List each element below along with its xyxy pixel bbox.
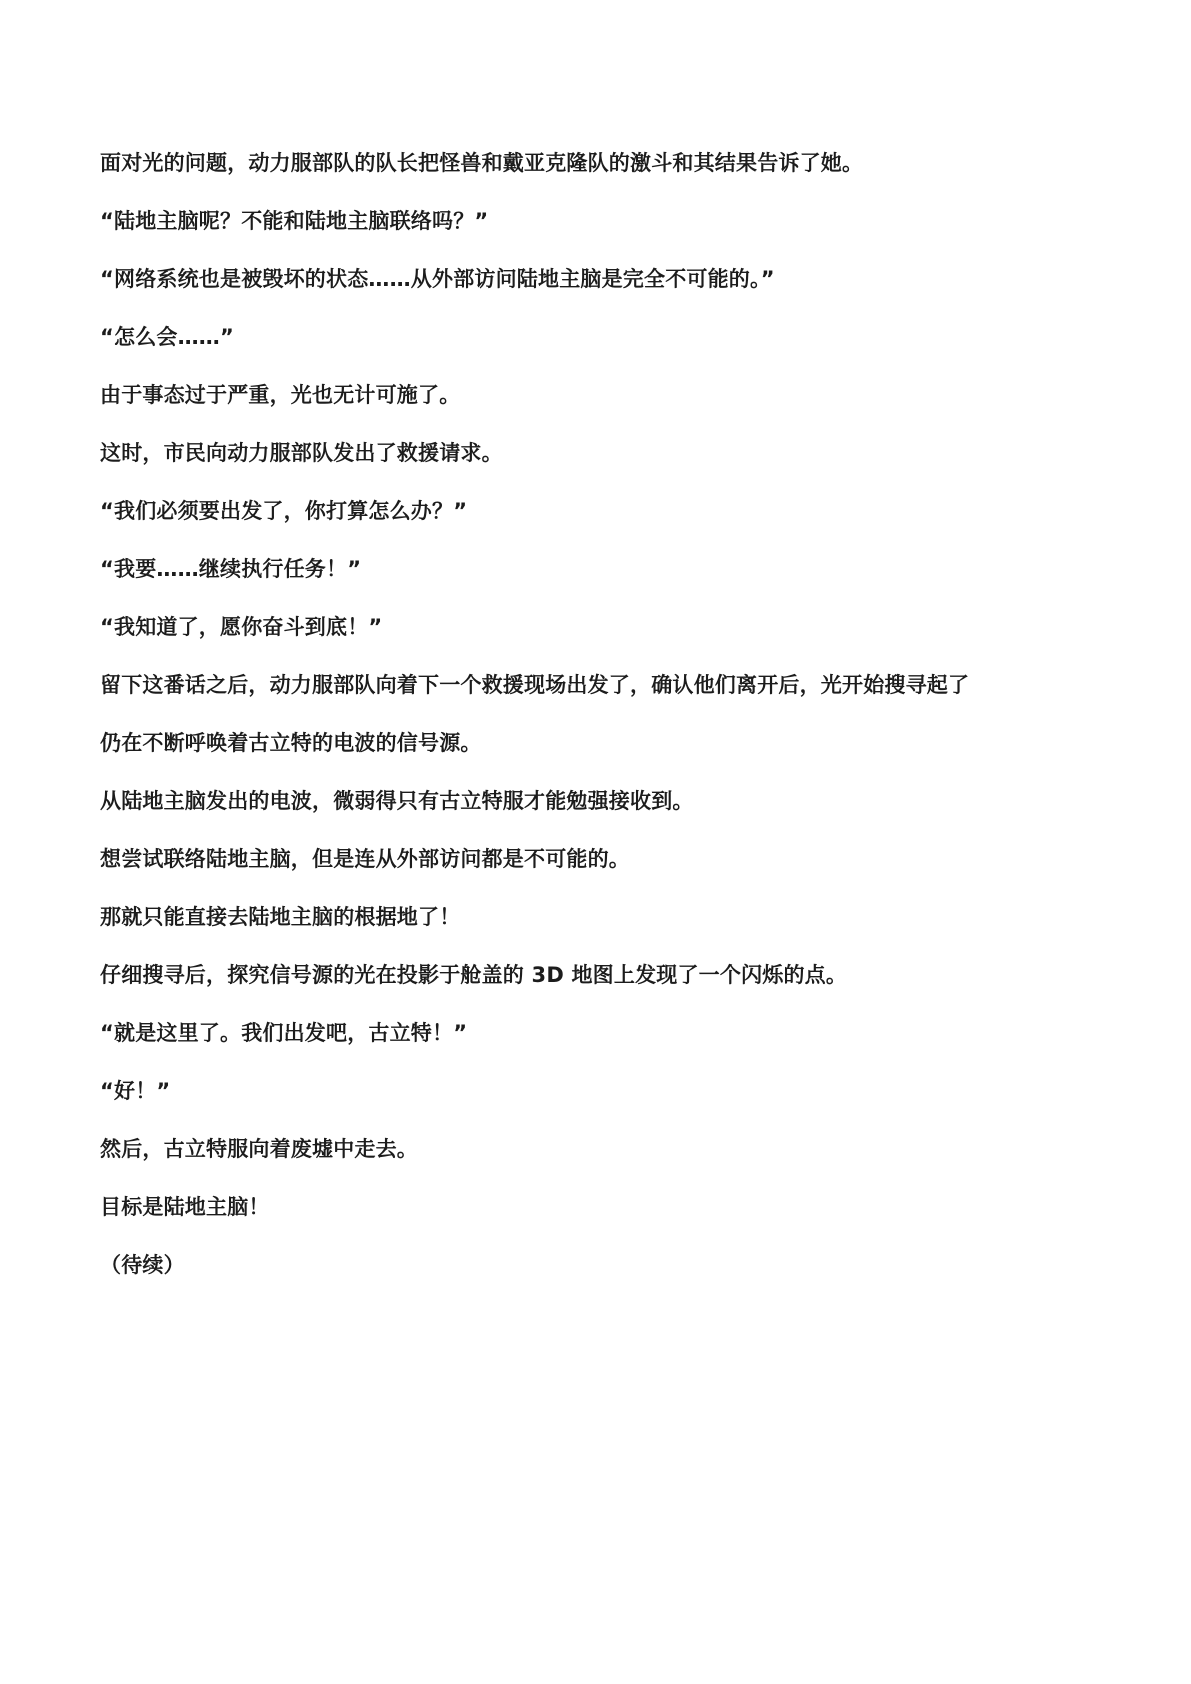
paragraph: 仍在不断呼唤着古立特的电波的信号源。 <box>100 731 482 755</box>
paragraph: “我要……继续执行任务！” <box>100 557 362 581</box>
paragraph: “怎么会……” <box>100 325 235 349</box>
paragraph: 目标是陆地主脑！ <box>100 1195 270 1219</box>
paragraph: 这时，市民向动力服部队发出了救援请求。 <box>100 441 503 465</box>
paragraph: “好！” <box>100 1079 171 1103</box>
paragraph: “陆地主脑呢？不能和陆地主脑联络吗？” <box>100 209 489 233</box>
paragraph: 那就只能直接去陆地主脑的根据地了！ <box>100 905 461 929</box>
paragraph: 仔细搜寻后，探究信号源的光在投影于舱盖的 3D 地图上发现了一个闪烁的点。 <box>100 963 848 987</box>
paragraph: 面对光的问题，动力服部队的队长把怪兽和戴亚克隆队的激斗和其结果告诉了她。 <box>100 151 864 175</box>
paragraph: “就是这里了。我们出发吧，古立特！” <box>100 1021 468 1045</box>
to-be-continued: （待续） <box>100 1253 185 1277</box>
paragraph: “网络系统也是被毁坏的状态……从外部访问陆地主脑是完全不可能的。” <box>100 267 775 291</box>
paragraph: 留下这番话之后，动力服部队向着下一个救援现场出发了，确认他们离开后，光开始搜寻起了 <box>100 673 970 697</box>
paragraph: 由于事态过于严重，光也无计可施了。 <box>100 383 461 407</box>
paragraph: 从陆地主脑发出的电波，微弱得只有古立特服才能勉强接收到。 <box>100 789 694 813</box>
paragraph: 然后，古立特服向着废墟中走去。 <box>100 1137 418 1161</box>
paragraph: “我知道了，愿你奋斗到底！” <box>100 615 383 639</box>
story-text-body <box>100 145 1030 1305</box>
paragraph: 想尝试联络陆地主脑，但是连从外部访问都是不可能的。 <box>100 847 630 871</box>
paragraph: “我们必须要出发了，你打算怎么办？” <box>100 499 468 523</box>
